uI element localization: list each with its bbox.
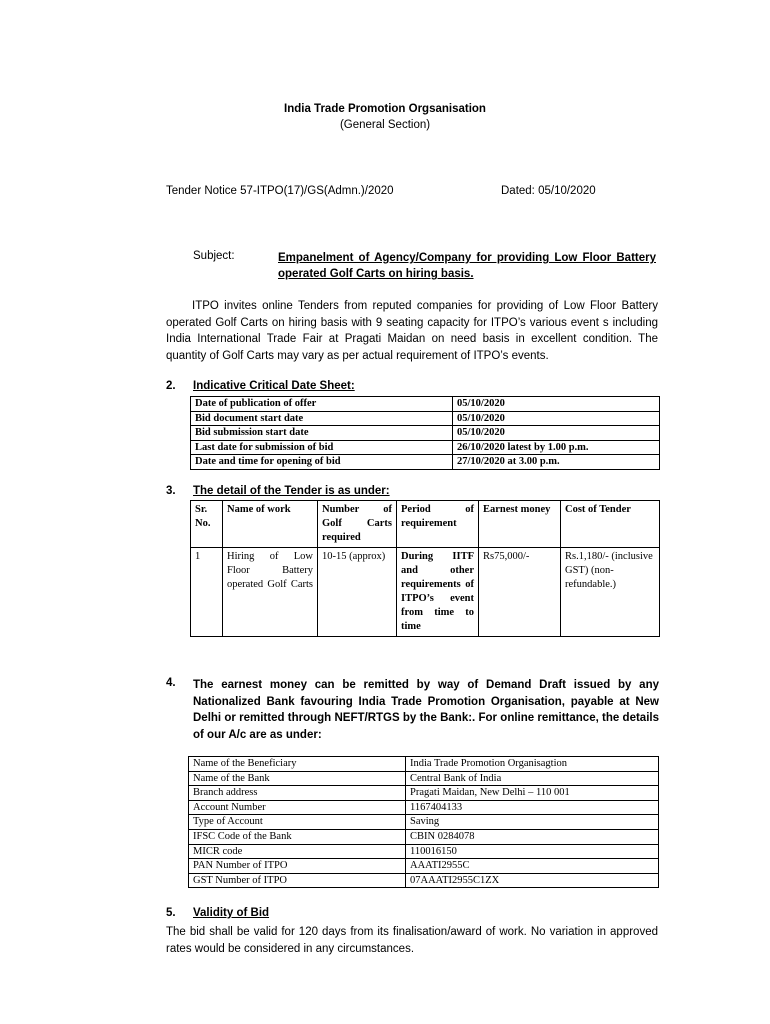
table-row — [189, 859, 659, 874]
table-row — [191, 455, 660, 470]
table-cell: Pragati Maidan, New Delhi – 110 001 — [406, 786, 659, 801]
table-cell: Bid submission start date — [191, 426, 453, 441]
table-row — [189, 800, 659, 815]
table-cell: 05/10/2020 — [453, 397, 660, 412]
tender-notice-number: Tender Notice 57-ITPO(17)/GS(Admn.)/2020 — [166, 185, 394, 197]
table-cell-cost-of-tender: Rs.1,180/- (inclusive GST) (non-refundable.) — [561, 548, 660, 637]
table-row — [189, 829, 659, 844]
column-header-cost-of-tender: Cost of Tender — [561, 501, 660, 548]
bank-details-table — [188, 756, 659, 888]
table-cell: 27/10/2020 at 3.00 p.m. — [453, 455, 660, 470]
table-cell: 110016150 — [406, 844, 659, 859]
subject-text: Empanelment of Agency/Company for providing Low Floor Battery operated Golf Carts on hiring basis. — [278, 252, 656, 280]
table-cell: Account Number — [189, 800, 406, 815]
table-cell: India Trade Promotion Organisagtion — [406, 757, 659, 772]
table-cell: CBIN 0284078 — [406, 829, 659, 844]
table-cell: Branch address — [189, 786, 406, 801]
table-row — [189, 771, 659, 786]
table-row — [191, 397, 660, 412]
column-header-sr-no: Sr. No. — [191, 501, 223, 548]
tender-detail-table — [190, 500, 660, 637]
table-cell: MICR code — [189, 844, 406, 859]
intro-paragraph: ITPO invites online Tenders from reputed companies for providing of Low Floor Battery operated Golf Carts on hiring basis with 9 seating capacity for ITPO’s various event s including India International Trade Fair at Pragati Maidan on need basis in excellent condition. The quantity of Golf Carts may vary as per actual requirement of ITPO’s events. — [166, 300, 658, 362]
critical-date-table — [190, 396, 660, 470]
table-cell-number-of-carts: 10-15 (approx) — [318, 548, 397, 637]
table-cell: 26/10/2020 latest by 1.00 p.m. — [453, 440, 660, 455]
section-5-heading: Validity of Bid — [193, 907, 270, 919]
table-cell-sr-no: 1 — [191, 548, 223, 637]
section-5-text: The bid shall be valid for 120 days from its finalisation/award of work. No variation in approved rates would be considered in any circumstances. — [166, 926, 658, 955]
table-cell: Type of Account — [189, 815, 406, 830]
column-header-earnest-money: Earnest money — [479, 501, 561, 548]
table-cell: 1167404133 — [406, 800, 659, 815]
column-header-period: Period of requirement — [397, 501, 479, 548]
table-cell: Saving — [406, 815, 659, 830]
table-row — [191, 440, 660, 455]
section-subtitle: (General Section) — [339, 119, 431, 131]
tender-date: Dated: 05/10/2020 — [501, 185, 596, 197]
table-cell: Name of the Bank — [189, 771, 406, 786]
table-cell: Central Bank of India — [406, 771, 659, 786]
section-4-text: The earnest money can be remitted by way of Demand Draft issued by any Nationalized Bank favouring India Trade Promotion Organisation, payable at New Delhi or remitted through NEFT/RTGS by the Bank:. For online remittance, the details of our A/c are as under: — [193, 679, 659, 741]
section-3-heading: The detail of the Tender is as under: — [193, 485, 390, 497]
table-cell: AAATI2955C — [406, 859, 659, 874]
table-cell-earnest-money: Rs75,000/- — [479, 548, 561, 637]
table-cell: Date and time for opening of bid — [191, 455, 453, 470]
table-row — [191, 426, 660, 441]
subject-label: Subject: — [193, 250, 235, 262]
table-cell-name-of-work: Hiring of Low Floor Battery operated Golf Carts — [223, 548, 318, 637]
section-2-number: 2. — [166, 380, 176, 392]
table-cell: PAN Number of ITPO — [189, 859, 406, 874]
table-cell: Bid document start date — [191, 411, 453, 426]
table-header-row — [191, 501, 660, 548]
table-row — [189, 786, 659, 801]
section-4-number: 4. — [166, 677, 176, 689]
table-row — [189, 815, 659, 830]
table-cell: Last date for submission of bid — [191, 440, 453, 455]
table-cell-period: During IITF and other requirements of ITPO’s event from time to time — [397, 548, 479, 637]
table-cell: GST Number of ITPO — [189, 873, 406, 888]
table-row — [191, 411, 660, 426]
table-cell: Date of publication of offer — [191, 397, 453, 412]
table-row — [191, 548, 660, 637]
section-5-number: 5. — [166, 907, 176, 919]
table-row — [189, 757, 659, 772]
column-header-name-of-work: Name of work — [223, 501, 318, 548]
org-title: India Trade Promotion Orgsanisation — [284, 103, 486, 115]
table-row — [189, 873, 659, 888]
table-row — [189, 844, 659, 859]
section-3-number: 3. — [166, 485, 176, 497]
table-cell: 05/10/2020 — [453, 426, 660, 441]
section-2-heading: Indicative Critical Date Sheet: — [193, 380, 355, 392]
table-cell: 05/10/2020 — [453, 411, 660, 426]
table-cell: IFSC Code of the Bank — [189, 829, 406, 844]
table-cell: 07AAATI2955C1ZX — [406, 873, 659, 888]
table-cell: Name of the Beneficiary — [189, 757, 406, 772]
column-header-number-of-carts: Number of Golf Carts required — [318, 501, 397, 548]
